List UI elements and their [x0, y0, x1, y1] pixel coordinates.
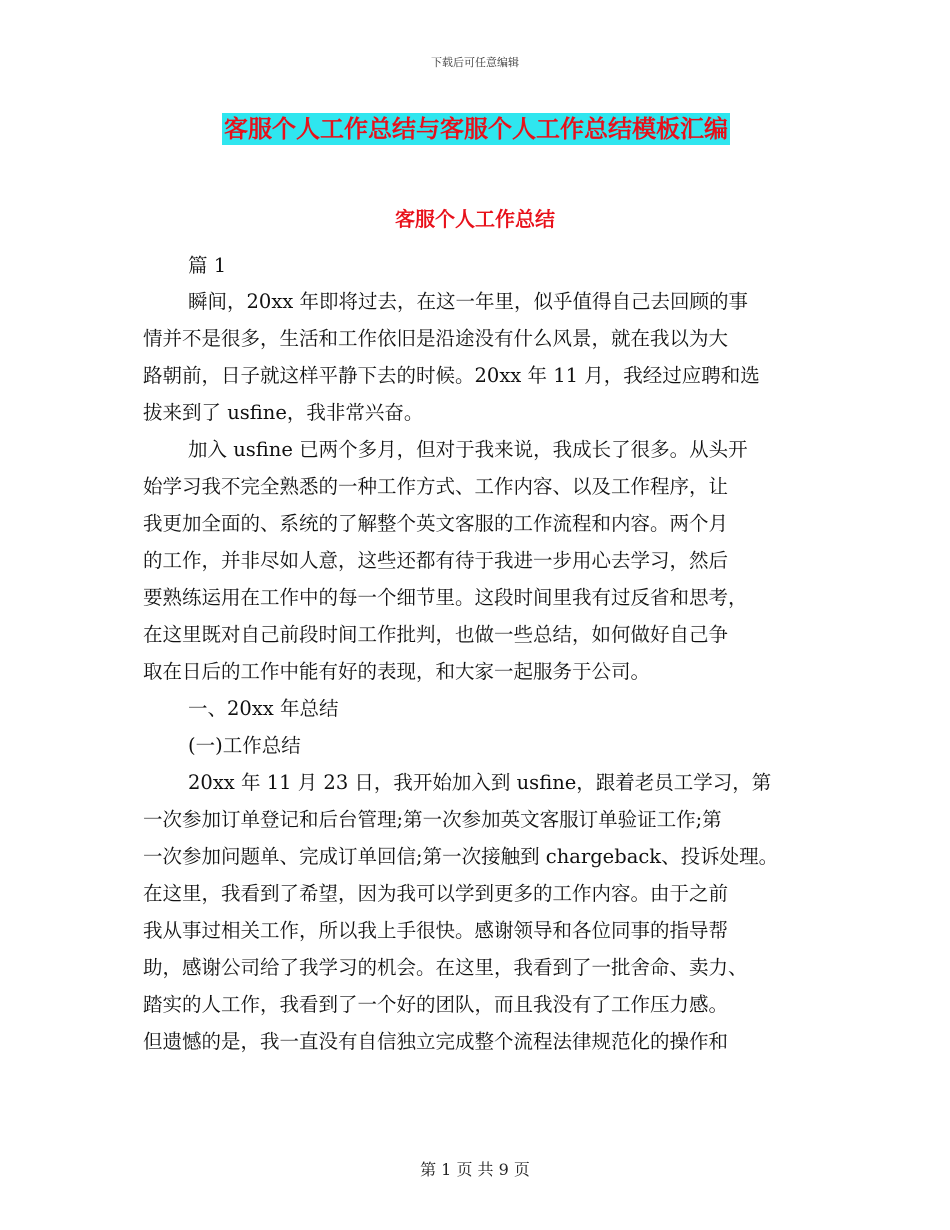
text-line: 在这里既对自己前段时间工作批判，也做一些总结，如何做好自己争 — [143, 623, 729, 646]
page-footer: 第 1 页 共 9 页 — [420, 1160, 530, 1179]
text-line: 情并不是很多，生活和工作依旧是沿途没有什么风景，就在我以为大 — [143, 327, 729, 350]
text-line: 我从事过相关工作，所以我上手很快。感谢领导和各位同事的指导帮 — [143, 919, 729, 942]
text-line: 助，感谢公司给了我学习的机会。在这里，我看到了一批舍命、卖力、 — [143, 956, 748, 979]
text-line: 但遗憾的是，我一直没有自信独立完成整个流程法律规范化的操作和 — [143, 1030, 729, 1053]
text-line: 的工作，并非尽如人意，这些还都有待于我进一步用心去学习，然后 — [143, 549, 729, 572]
header-note: 下载后可任意编辑 — [431, 56, 519, 69]
text-line: 一次参加订单登记和后台管理;第一次参加英文客服订单验证工作;第 — [143, 808, 722, 831]
text-line: 拔来到了 usfine，我非常兴奋。 — [143, 401, 424, 424]
text-line: 要熟练运用在工作中的每一个细节里。这段时间里我有过反省和思考， — [143, 586, 748, 609]
document-title: 客服个人工作总结与客服个人工作总结模板汇编 — [224, 115, 728, 143]
text-line: 一次参加问题单、完成订单回信;第一次接触到 chargeback、投诉处理。 — [143, 845, 779, 868]
text-line: 一、20xx 年总结 — [188, 697, 339, 720]
text-line: 在这里，我看到了希望，因为我可以学到更多的工作内容。由于之前 — [143, 882, 729, 905]
text-line: 路朝前，日子就这样平静下去的时候。20xx 年 11 月，我经过应聘和选 — [143, 364, 760, 387]
text-line: 我更加全面的、系统的了解整个英文客服的工作流程和内容。两个月 — [143, 512, 729, 535]
section-title: 客服个人工作总结 — [395, 207, 555, 231]
text-line: 20xx 年 11 月 23 日，我开始加入到 usfine，跟着老员工学习，第 — [188, 771, 772, 794]
text-line: 瞬间，20xx 年即将过去，在这一年里，似乎值得自己去回顾的事 — [188, 290, 749, 313]
text-line: 始学习我不完全熟悉的一种工作方式、工作内容、以及工作程序，让 — [143, 475, 729, 498]
text-line: (一)工作总结 — [188, 734, 301, 757]
text-line: 取在日后的工作中能有好的表现，和大家一起服务于公司。 — [143, 660, 651, 683]
text-line: 篇 1 — [188, 254, 227, 277]
text-line: 加入 usfine 已两个多月，但对于我来说，我成长了很多。从头开 — [188, 438, 748, 461]
text-line: 踏实的人工作，我看到了一个好的团队，而且我没有了工作压力感。 — [143, 993, 729, 1016]
